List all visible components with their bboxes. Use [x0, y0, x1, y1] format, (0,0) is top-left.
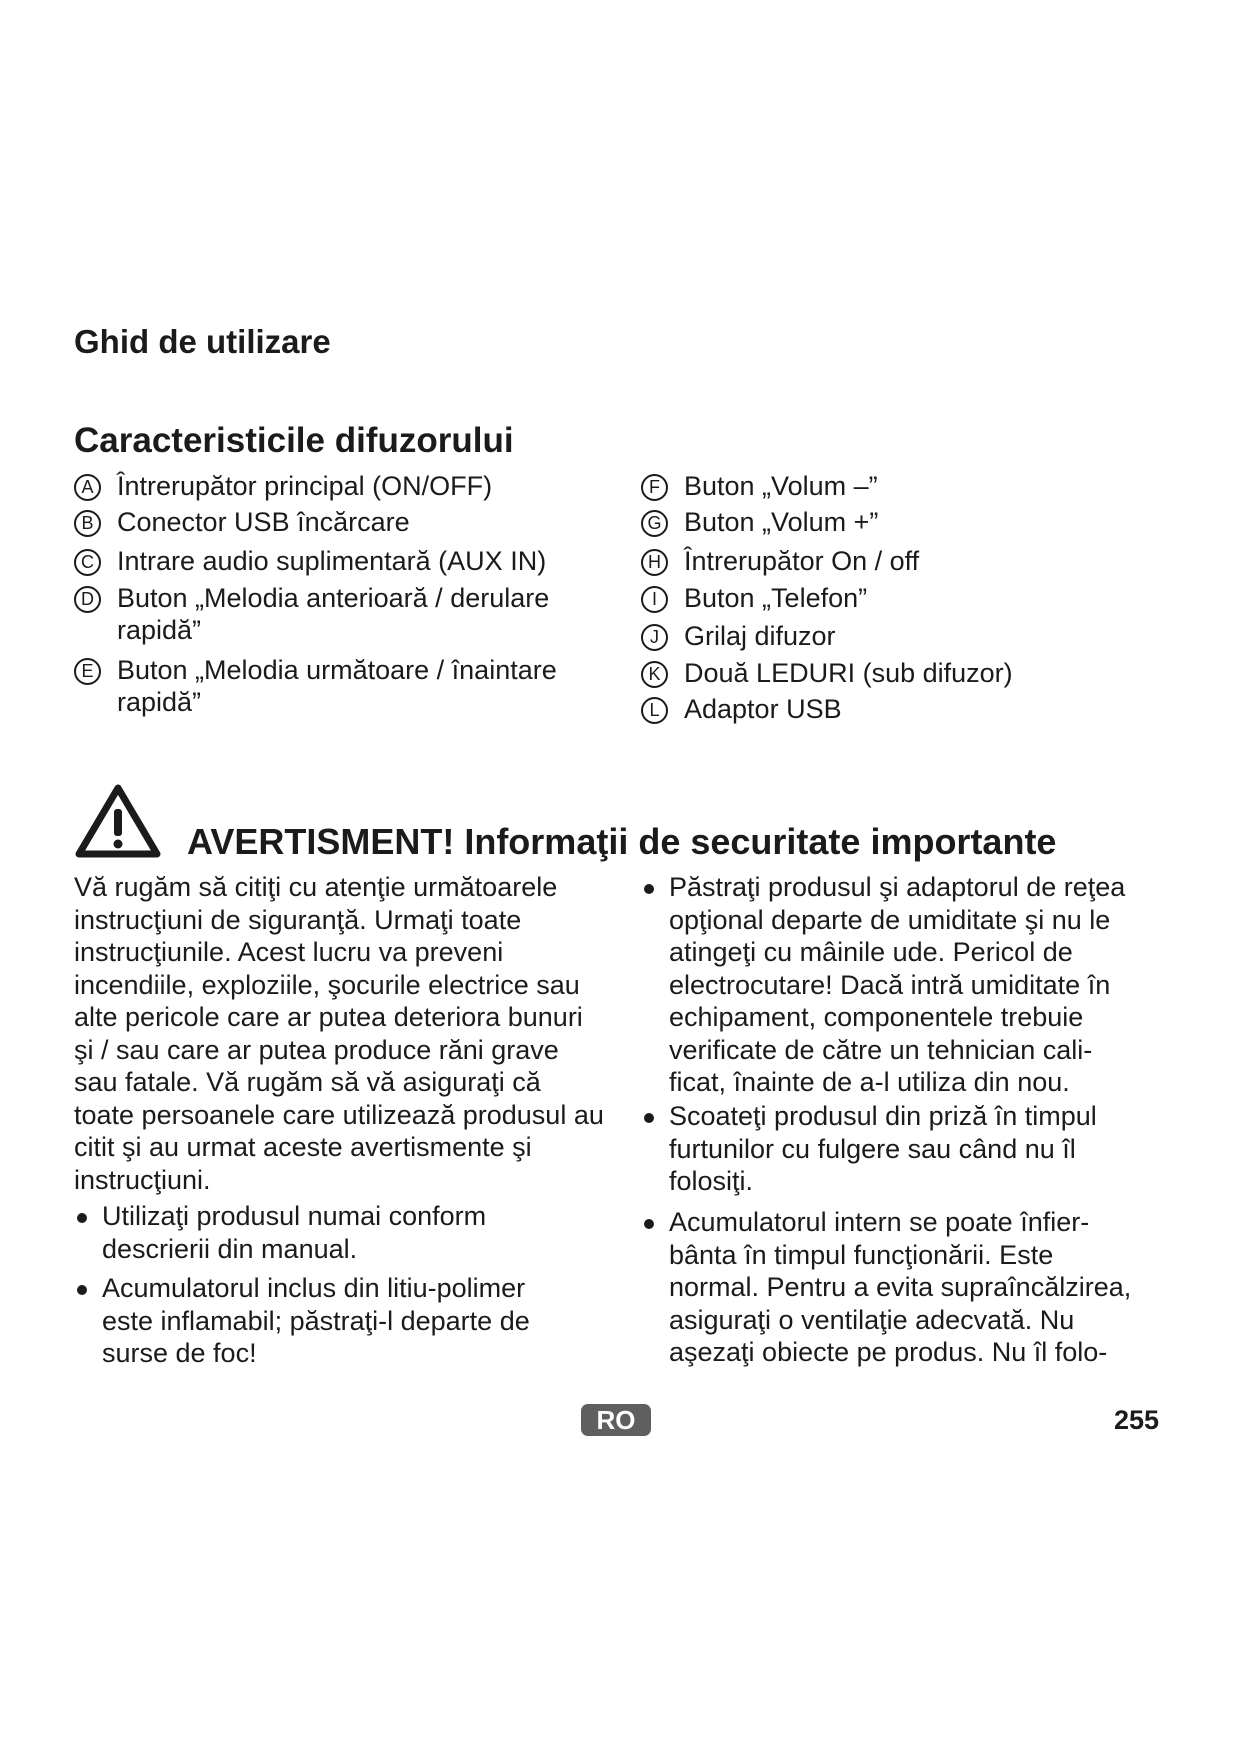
feature-text: Buton „Volum –” [684, 471, 878, 501]
feature-item [641, 693, 1154, 725]
warning-intro: Vă rugăm să citiţi cu atenţie următoarele instrucţiuni de siguranţă. Urmaţi toate instrucţiunile. Acest lucru va preveni incendiile, exploziile, şocurile electrice sau alte pericole care ar putea deteriora bunuri şi / sau care ar putea produce răni grave sau fatale. Vă rugăm să vă asiguraţi că toate persoanele care utilizează produsul au citit şi au urmat aceste avertismente şi instrucţiuni. [74, 872, 604, 1195]
feature-text: Intrare audio suplimentară (AUX IN) [117, 546, 547, 576]
feature-letter-badge: D [74, 586, 101, 613]
feature-text: Conector USB încărcare [117, 507, 410, 537]
feature-text: Două LEDURI (sub difuzor) [684, 658, 1013, 688]
feature-letter-badge: H [641, 549, 668, 576]
warning-bullet: Acumulatorul intern se poate înfier-bânta în timpul funcţionării. Este normal. Pentru a evita supraîncălzirea, asiguraţi o ventilaţie adecvată. Nu aşezaţi obiecte pe produs. Nu îl folo- [641, 1206, 1149, 1369]
features-list-right [641, 470, 1161, 740]
warning-bullet: Utilizaţi produsul numai conform descrierii din manual. [74, 1200, 572, 1265]
feature-text: Buton „Melodia anterioară / derulare rapidă” [117, 583, 550, 645]
feature-item [641, 470, 1154, 502]
feature-item [74, 506, 587, 538]
warning-bullet: Scoateţi produsul din priză în timpul furtunilor cu fulgere sau când nu îl folosiţi. [641, 1100, 1149, 1198]
feature-item [74, 654, 587, 718]
feature-item [641, 506, 1154, 538]
features-list-left [74, 470, 614, 740]
feature-letter-badge: I [641, 586, 668, 613]
warning-triangle-icon [74, 782, 162, 860]
feature-letter-badge: F [641, 474, 668, 501]
language-badge: RO [581, 1404, 651, 1436]
feature-letter-badge: A [74, 474, 101, 501]
page-number: 255 [1114, 1405, 1160, 1435]
feature-text: Întrerupător principal (ON/OFF) [117, 471, 493, 501]
feature-letter-badge: B [74, 510, 101, 537]
feature-letter-badge: J [641, 624, 668, 651]
warning-title: AVERTISMENT! Informaţii de securitate importante [187, 821, 1057, 862]
feature-item [74, 582, 587, 646]
feature-letter-badge: E [74, 658, 101, 685]
feature-item [74, 470, 587, 502]
warning-bullet: Păstraţi produsul şi adaptorul de reţea opţional departe de umiditate şi nu le atingeţi cu mâinile ude. Pericol de electrocutare! Dacă intră umiditate în echipament, componentele trebuie verificate de către un tehnician cali-ficat, înainte de a-l utiliza din nou. [641, 871, 1149, 1099]
feature-text: Buton „Volum +” [684, 507, 879, 537]
feature-item [74, 545, 587, 577]
feature-item [641, 582, 1154, 614]
feature-letter-badge: L [641, 697, 668, 724]
feature-item [641, 620, 1154, 652]
feature-item [641, 545, 1154, 577]
feature-text: Buton „Melodia următoare / înaintare rapidă” [117, 655, 557, 717]
feature-letter-badge: K [641, 661, 668, 688]
feature-letter-badge: C [74, 549, 101, 576]
page-title: Ghid de utilizare [74, 323, 331, 360]
feature-item [641, 657, 1154, 689]
warning-bullets-right [641, 871, 1161, 1381]
feature-letter-badge: G [641, 510, 668, 537]
feature-text: Întrerupător On / off [684, 546, 920, 576]
feature-text: Adaptor USB [684, 694, 842, 724]
feature-text: Buton „Telefon” [684, 583, 868, 613]
features-heading: Caracteristicile difuzorului [74, 421, 514, 460]
feature-text: Grilaj difuzor [684, 621, 836, 651]
warning-bullets-left [74, 1200, 614, 1380]
warning-bullet: Acumulatorul inclus din litiu-polimer este inflamabil; păstraţi-l departe de surse de foc! [74, 1272, 572, 1370]
